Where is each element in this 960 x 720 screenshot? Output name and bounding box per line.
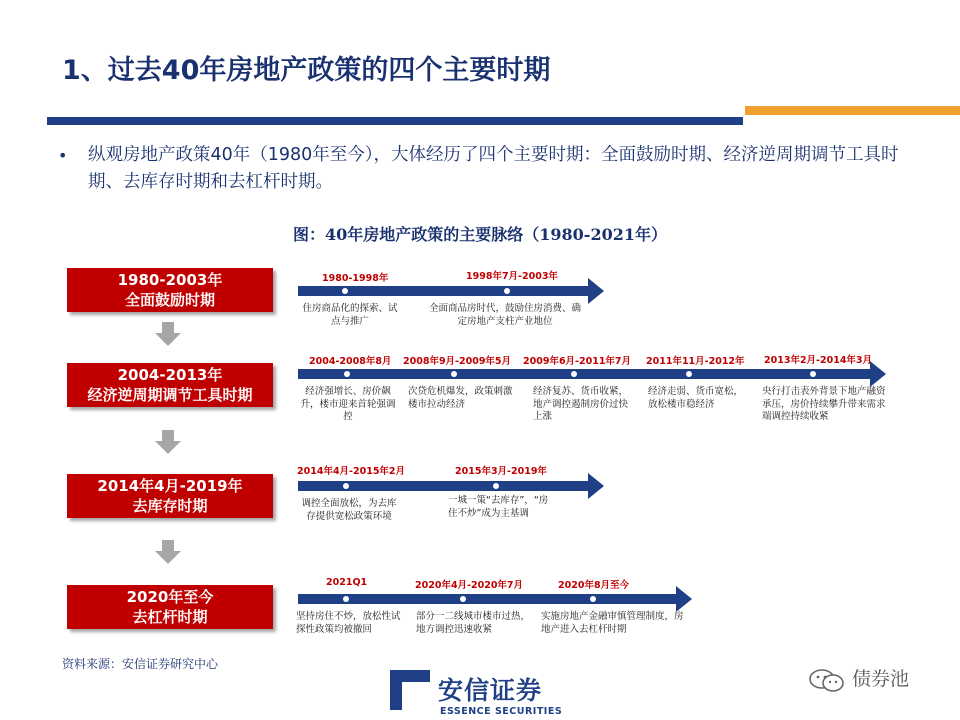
timeline-4-date-1: 2021Q1	[326, 577, 368, 588]
timeline-2-date-5: 2013年2月-2014年3月	[764, 355, 873, 366]
period-4-name: 去杠杆时期	[132, 608, 208, 626]
timeline-3-desc-1: 调控全面放松，为去库存提供宽松政策环境	[301, 498, 397, 522]
period-box-4	[67, 585, 273, 629]
timeline-3-arrowhead	[588, 473, 604, 499]
timeline-3-line	[298, 481, 588, 491]
timeline-4-arrowhead	[676, 586, 692, 612]
figure-title: 图：40年房地产政策的主要脉络（1980-2021年）	[293, 225, 667, 244]
brand-name-en: ESSENCE SECURITIES	[440, 706, 563, 717]
timeline-3-dot-1	[343, 483, 349, 489]
title-underline-navy	[47, 117, 743, 125]
timeline-1-desc-2: 全面商品房时代，鼓励住房消费、确定房地产支柱产业地位	[428, 303, 581, 327]
period-2-name: 经济逆周期调节工具时期	[87, 386, 253, 404]
wechat-icon	[808, 668, 848, 694]
timeline-1-arrowhead	[588, 278, 604, 304]
timeline-2-date-3: 2009年6月-2011年7月	[523, 356, 632, 367]
timeline-2-dot-1	[344, 371, 350, 377]
timeline-2-date-1: 2004-2008年8月	[309, 356, 392, 367]
timeline-4-dot-1	[343, 596, 349, 602]
period-1-name: 全面鼓励时期	[124, 291, 215, 309]
essence-logo-icon	[388, 668, 432, 712]
timeline-2-dot-3	[571, 371, 577, 377]
page-title: 1、过去40年房地产政策的四个主要时期	[62, 55, 551, 86]
timeline-4-dot-3	[590, 596, 596, 602]
timeline-4-line	[298, 594, 676, 604]
timeline-3-dot-2	[493, 483, 499, 489]
timeline-2-date-4: 2011年11月-2012年	[646, 356, 745, 367]
timeline-1-desc-1: 住房商品化的探索、试点与推广	[302, 303, 398, 327]
period-box-3	[67, 474, 273, 518]
period-3-name: 去库存时期	[132, 497, 208, 515]
timeline-1-dot-2	[504, 288, 510, 294]
down-arrow-icon	[155, 322, 181, 346]
timeline-1-date-2: 1998年7月-2003年	[466, 271, 558, 282]
timeline-2-arrowhead	[870, 361, 886, 387]
timeline-2-dot-4	[686, 371, 692, 377]
timeline-4-desc-1: 坚持房住不炒，放松性试探性政策均被撤回	[296, 611, 401, 635]
watermark-text: 债券池	[852, 668, 910, 690]
timeline-4-date-2: 2020年4月-2020年7月	[415, 580, 524, 591]
period-box-2	[67, 363, 273, 407]
period-box-1	[67, 268, 273, 312]
down-arrow-icon	[155, 430, 181, 454]
timeline-3-date-1: 2014年4月-2015年2月	[297, 466, 406, 477]
timeline-3-date-2: 2015年3月-2019年	[455, 466, 547, 477]
down-arrow-icon	[155, 540, 181, 564]
timeline-2-line	[298, 369, 870, 379]
period-2-dates: 2004-2013年	[117, 366, 223, 384]
timeline-3-desc-2: 一城一策“去库存”，“房住不炒”成为主基调	[448, 495, 549, 519]
timeline-2-dot-5	[810, 371, 816, 377]
timeline-2-desc-3: 经济复苏、货币收紧，地产调控遏制房价过快上涨	[533, 386, 629, 422]
timeline-2-desc-5: 央行打击表外背景下地产融资承压，房价持续攀升带来需求端调控持续收紧	[762, 386, 886, 422]
period-1-dates: 1980-2003年	[117, 271, 223, 289]
period-4-dates: 2020年至今	[126, 588, 214, 606]
title-underline-orange	[745, 106, 960, 115]
timeline-1-date-1: 1980-1998年	[322, 273, 389, 284]
timeline-4-dot-2	[460, 596, 466, 602]
timeline-2-desc-2: 次贷危机爆发，政策刺激楼市拉动经济	[408, 386, 513, 410]
timeline-2-dot-2	[451, 371, 457, 377]
timeline-4-desc-2: 部分一二线城市楼市过热，地方调控迅速收紧	[416, 611, 531, 635]
bullet-text: 纵观房地产政策40年（1980年至今），大体经历了四个主要时期：全面鼓励时期、经济逆周期调节工具时期、去库存时期和去杠杆时期。	[88, 145, 899, 192]
timeline-2-desc-1: 经济强增长、房价飙升，楼市迎来首轮强调控	[300, 386, 396, 422]
timeline-4-desc-3: 实施房地产金融审慎管理制度，房地产进入去杠杆时期	[541, 611, 684, 635]
period-3-dates: 2014年4月-2019年	[97, 477, 243, 495]
timeline-2-desc-4: 经济走弱、货币宽松，放松楼市稳经济	[648, 386, 744, 410]
source-note: 资料来源：安信证券研究中心	[62, 657, 219, 671]
timeline-4-date-3: 2020年8月至今	[558, 580, 630, 591]
bullet-marker: •	[58, 146, 68, 165]
timeline-2-date-2: 2008年9月-2009年5月	[403, 356, 512, 367]
timeline-1-dot-1	[342, 288, 348, 294]
brand-name-cn: 安信证券	[438, 676, 543, 705]
